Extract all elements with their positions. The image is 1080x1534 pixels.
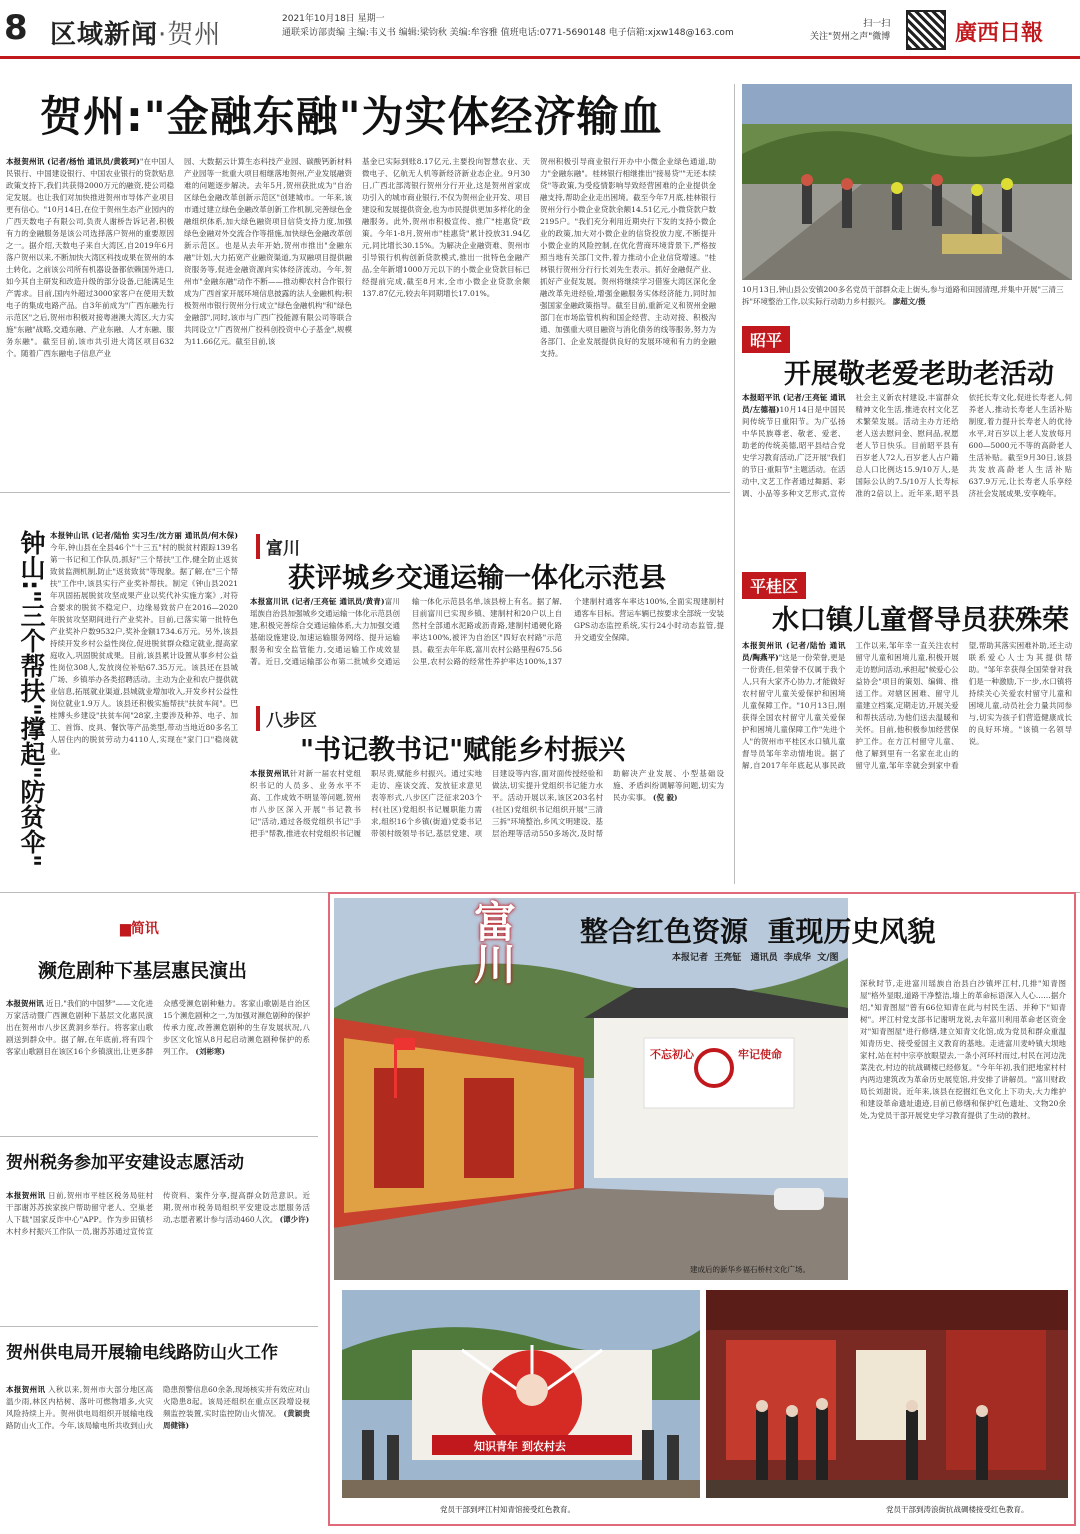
brief1-title: 濒危剧种下基层惠民演出 bbox=[38, 960, 248, 982]
story3-vertical-title: 钟山:"三个帮扶"撑起"防贫伞" bbox=[17, 530, 46, 868]
story2-kicker: 昭平 bbox=[742, 326, 790, 353]
briefs-label: ▆简讯 bbox=[120, 921, 159, 937]
brief2-body: 本报贺州讯 日前,贺州市平桂区税务局驻村干部谢苏苏挨家挨户帮助留守老人、空巢老人下载"国家反诈中心"APP。作为步田镇杉木村乡村振兴工作队一员,谢苏苏通过宣传宣传资料、案件分享,提高群众防范意识。近期,贺州市税务局组织平安建设志愿服务活动,志愿者累计参与活动460人次。 (谭少许) bbox=[6, 1191, 310, 1236]
story5-kicker: 八步区 bbox=[256, 706, 317, 731]
story4-body: 本报富川讯 (记者/王亮钲 通讯员/黄青)富川瑶族自治县加强城乡交通运输一体化示范县创建,积极完善综合交通运输体系,大力加强交通基础设施建设,加速运输服务网络、提升运输服务和安全监管能力,交通运输工作成效显著。近日,交通运输部公布第二批城乡交通运输一体化示范县名单,该县榜上有名。据了解,目前富川已实现乡镇、建制村和20户以上自然村全部通水泥路或沥青路,建制村通硬化路率达100%,被评为自治区"四好农村路"示范县。截至去年年底,富川农村公路里程675.56公里,农村公路的经常性养护率达100%,137个建制村通客车率达100%,全面实现建制村通客车目标。营运车辆已按要求全部统一安装GPS动态监控系统,实行24小时动态监管,提升交通安全保障。 bbox=[250, 597, 724, 666]
story2-body: 本报昭平讯 (记者/王亮钲 通讯员/左德福)10月14日是中国民间传统节日重阳节。为广弘扬中华民族尊老、敬老、爱老、助老的传统美德,昭平县结合党史学习教育活动,广泛开展"我们的节日·重阳节"主题活动。在活动中,文艺工作者通过舞蹈、彩调、小品等多种文艺形式,宣传社会主义新农村建设,丰富群众精神文化生活,推进农村文化艺术繁荣发展。活动主办方还给老人送去慰问金、慰问品,祝愿老人节日快乐。目前昭平县有百岁老人72人,百岁老人占户籍总人口比例达15.9/10万人,是国际公认的7.5/10万人长寿标准的2倍以上。近年来,昭平县依托长寿文化,促进长寿老人,伺养老人,推动长寿老人生活补贴制度,着力提升长寿老人的优待水平,对百岁以上老人发放每月600—5000元不等的高龄老人生活补贴。截至9月30日,该县共发放高龄老人生活补贴637.9万元,让长寿老人乐享经济社会发展成果,安享晚年。 bbox=[742, 393, 1072, 498]
story6-body: 本报贺州讯 (记者/陆怡 通讯员/陶燕平)"这是一份荣誉,更是一份责任,但荣誉不仅属于我个人,只有大家齐心协力,才能做好农村留守儿童关爱保护和困境儿童保障工作。"10月13日,刚获得全国农村留守儿童关爱保护和困境儿童保障工作"先进个人"的贺州市平桂区水口镇儿童督导员邹年幸动情地说。据了解,自2017年年底起从事民政工作以来,邹年幸一直关注农村留守儿童和困境儿童,积极开展走访慰问活动,承担起"候爱心公益协会"项目的策划、编辑、推送工作。对辖区困难、留守儿童建立档案,定期走访,开展关爱和帮扶活动,为他们送去温暖和关怀。目前,他积极参加经营保护工作。在方江村留守儿童、他了解到里有一名家在北山的留守儿童,邹年幸就会到家中看望,帮助其落实困难补助,还主动联系爱心人士为其提供帮助。"邹年幸获得全国荣誉对我们是一种激励,下一步,水口镇将持续关心关爱农村留守儿童和困境儿童,动员社会力量共同参与,切实为孩子们营造健康成长的良好环境。"该镇一名领导说。 bbox=[742, 641, 1072, 770]
story1-title: 贺州:"金融东融"为实体经济输血 bbox=[40, 92, 663, 141]
story5-body: 本报贺州讯针对新一届农村党组织书记的人员多、业务水平不高、工作成效不明显等问题,贺州市八步区深入开展"书记教书记"活动,通过各级党组织书记"手把手"帮教,推进农村党组织书记履职尽责,赋能乡村振兴。通过实地走访、座谈交流、发放征求意见表等形式,八步区广泛征求203个村(社区)党组织书记履职能力需求,组织16个乡镇(街道)党委书记带领村级领导书记,基层党建、项目建设等内容,面对面传授经验和做法,切实提升党组织书记能力水平。活动开展以来,该区203名村(社区)党组织书记组织开展"三清三拆"环境整治,乡风文明建设、基层治理等活动550多场次,及时帮助解决产业发展、小型基础设施、矛盾纠纷调解等问题,切实为民办实事。 (倪 毅) bbox=[250, 769, 724, 838]
feature-title: 整合红色资源 重现历史风貌 bbox=[580, 915, 936, 948]
feature-left-caption: 党员干部到坪江村知青馆接受红色教育。 bbox=[440, 1505, 575, 1514]
brief3-title: 贺州供电局开展输电线路防山火工作 bbox=[6, 1343, 278, 1363]
divider bbox=[0, 1136, 318, 1137]
photo-road-cleanup bbox=[742, 84, 1072, 280]
brief2-title: 贺州税务参加平安建设志愿活动 bbox=[6, 1153, 244, 1173]
story4-title: 获评城乡交通运输一体化示范县 bbox=[288, 563, 666, 594]
section-title: 区域新闻·贺州 bbox=[50, 20, 222, 50]
banner-left: 不忘初心 bbox=[650, 1048, 694, 1061]
story3-body: 本报钟山讯 (记者/陆怡 实习生/沈方丽 通讯员/何木保)今年,钟山县在全县46个"十三五"村的脱贫村跟踪139名第一书记和工作队员,抓好"三个帮扶"工作,健全防止返贫致贫监测机制,防止"返贫致贫"等现象。据了解,在"三个帮扶"工作中,该县实行产业奖补帮扶。制定《钟山县2021年巩固拓展脱贫攻坚成果产业以奖代补实施方案》,对符合要求的脱贫不稳定户、边缘易致贫户在2016—2020年脱贫攻坚期间进行产业奖补。目前,已落实第一批特色产业奖补户数9532户,奖补金额1734.6万元。另外,该县持续开发乡村公益性岗位,促进脱贫群众稳定就业,提高家庭收入,巩固脱贫成果。目前,该县累计设置从事乡村公益性岗位308人,发放岗位补贴67.35万元。该县还在县城广场、乡镇举办各类招聘活动。主动为企业和农户提供就业信息,拓展就业渠道,县城就业增加收入,开发乡村公益性岗位就业1.9万人。该县还积极实施帮扶"扶贫车间"。巴桂博头乡建设"扶贫车间"28家,主要涉及种养、电子、加工、首饰、皮具、餐饮等产品类型,带动当地近80多名工人居住内的脱贫劳动力4110人,实现在"家门口"稳岗就业。 bbox=[50, 531, 238, 756]
brief3-body: 本报贺州讯 入秋以来,贺州市大部分地区高温少雨,林区内枯树、落叶可燃物增多,火灾风险持续上升。贺州供电局组织开展输电线路防山火工作。今年,该局输电所共收到山火隐患预警信息60余条,现场核实并有效应对山火隐患8起。该局还组织在重点区段增设视频监控装置,实时监控防山火情况。 (黄颖贵 周健锋) bbox=[6, 1385, 310, 1430]
header-rule bbox=[0, 56, 1080, 59]
divider bbox=[0, 492, 730, 493]
feature-brand: 富川 bbox=[468, 900, 517, 984]
story6-title: 水口镇儿童督导员获殊荣 bbox=[772, 605, 1069, 636]
qr-code-icon[interactable] bbox=[906, 10, 946, 50]
feature-photo-right bbox=[706, 1290, 1068, 1498]
story6-kicker: 平桂区 bbox=[742, 572, 806, 599]
brief1-body: 本报贺州讯 近日,"我们的中国梦"——文化进万家活动暨广西濒危剧种下基层文化惠民演出在贺州市八步区黄洞乡举行。将客家山歌剧送到群众中。据了解,在年底前,将有四个客家山歌剧目在该区16个乡镇演出,让更多群众感受濒危剧种魅力。客家山歌剧是自治区15个濒危剧种之一,为加强对濒危剧种的保护传承力度,改善濒危剧种的生存发展状况,八步区文化馆从8月起启动濒危剧种保护的系列工作。 (刘彬寒) bbox=[6, 999, 310, 1056]
story4-kicker: 富川 bbox=[256, 534, 300, 559]
feature-right-caption: 党员干部到涛浪街抗战碉楼接受红色教育。 bbox=[886, 1505, 1029, 1514]
divider bbox=[0, 1326, 318, 1327]
feature-byline: 本报记者 王亮钲 通讯员 李成华 文/图 bbox=[672, 953, 839, 963]
story1-col-2: 园、大数据云计算生态科技产业园、碳酸钙新材料产业园等一批重大项目相继落地贺州,产业发展融资难的问题逐步解决。去年5月,贺州获批成为"自治区绿色金融改革创新示范区"创建城市。一年来,该市通过建立绿色金融改革创新工作机制,完善绿色金融组织体系,加大绿色融资项目信贷支持力度,加强绿色金融对外交流合作等措施,加快绿色金融改革创新示范区。也是从去年开始,贺州市推出"金融东融"计划,大力拓宽产业融资渠道,为双融项目提供融资服务等,促进金融资源向实体经济流动。今年,贺州市"金融东融"动作不断——推动柳农村合作银行成为广西首家开展环境信息披露的法人金融机构;积极贺州市银行贺州分行成立"绿色金融机构"和"绿色金融部",同时,该市与广西广投能源有限公司等联合共同设立"广西贺州广投科创投资中心子基金",规模为11.66亿元。截至目前,该 bbox=[184, 157, 352, 346]
story1-col-3: 基金已实际到账8.17亿元,主要投向智慧农业、天微电子、亿航无人机等新经济新业态企业。9月30日,广西北部湾银行贺州分行开业,这是贺州首家成功引入的城市商业银行,不仅为贺州企业开发、项目建设和发展提供资金,也为市民提供更加多样化的金融服务。此外,贺州市积极宣传、推广"桂惠贷"政策。今年1-8月,贺州市"桂惠贷"累计投放31.94亿元,同比增长30.15%。为解决企业融资难、贺州市引导银行机构创新贷款模式,推出一批特色金融产品,全年新增1000万元以下的小微企业贷款目标已经提前完成,截至8月末,全市小微企业贷款余额137.87亿元,较去年同期增长17.01%。 bbox=[362, 157, 530, 298]
feature-photo-left bbox=[342, 1290, 700, 1498]
divider bbox=[734, 84, 735, 884]
feature-mural-text: 知识青年 到农村去 bbox=[474, 1440, 566, 1453]
masthead-meta: 2021年10月18日 星期一 通联采访部责编 主编:韦义书 编辑:梁钧秋 美编:牟容雅 值班电话:0771-5690148 电子信箱:xjxw148@163.com bbox=[282, 14, 734, 38]
feature-main-caption: 建成后的新华乡福石桥村文化广场。 bbox=[690, 1265, 810, 1274]
story2-title: 开展敬老爱老助老活动 bbox=[784, 359, 1054, 390]
banner-right: 牢记使命 bbox=[738, 1048, 782, 1061]
page-number: 8 bbox=[4, 8, 28, 48]
feature-body: 深秋时节,走进富川瑶族自治县白沙镇坪江村,几排"知青图屋"格外显眼,道路干净整洁,墙上的革命标语深入人心……据介绍,"知青图屋"曾有66位知青在此与村民生活、并种下"知青树"。坪江村党支部书记谢明龙说,去年富川利用革命老区资金对"知青图屋"进行修缮,建立知青文化馆,成为党员和群众重温知青历史、接受爱国主义教育的基地。走进富川麦岭镇大坝地家村,站在村中宗亭放眼望去,一条小河环村而过,村民在河边洗菜洗衣,村边的抗战碉楼已经修复。"今年年初,我们把地家村村内两边建筑改为革命历史展览馆,并安排了讲解员。"富川财政局长刘甜说。近年来,该县在挖掘红色文化上下功夫,大力维护和建设革命遗址遗迹,目前已修缮和保护红色遗址、文物20余处,为党员干部开展党史学习教育提供了生动的教材。 bbox=[860, 979, 1066, 1120]
story5-title: "书记教书记"赋能乡村振兴 bbox=[300, 735, 626, 766]
newspaper-logo: 廣西日報 bbox=[955, 20, 1044, 46]
story1-col-1: 本报贺州讯 (记者/杨怡 通讯员/黄筱珂)"在中国人民银行、中国建设银行、中国农业银行的贷款贴息政策支持下,我们共获得2000万元的融资,使公司稳定发展。也让我们对加快推进贺州市导体产业项目更有信心。"10月14日,在位于贺州生态产业园内的广西天数电子有限公司,负责人谢桥告诉记者,积极有力的金融服务是该公司选择落户贺州的重要原因之一。据介绍,天数电子来自大湾区,自2019年6月落户贺州以来,不断加快大湾区科技成果在贺州的本土转化。之前该公司所有机器设备都依赖国外进口,如今其自主研发和改造升级的部分设备,已能满足生产需求。目前,国内外超过3000家客户在使用天数电子的集成电路产品。自3年前成为"广西东融先行示范区"之后,贺州市积极对接粤港澳大湾区,大力实施"东融"战略,交通东融、产业东融、人才东融、服务东融"。截至目前,该市共引进大湾区项目632个。随着广西东融电子信息产业 bbox=[6, 157, 174, 358]
follow-weibo: 扫一扫 关注"贺州之声"微博 bbox=[810, 19, 891, 42]
photo1-caption: 10月13日,钟山县公安镇200多名党员干部群众走上街头,参与道路和田园清理,并集中开展"三清三拆"环境整治工作,以实际行动助力乡村振兴。 廖超文/摄 bbox=[742, 285, 1064, 306]
story1-col-4: 贺州积极引导商业银行开办中小微企业绿色通道,助力"金融东融"。桂林银行相继推出"接易贷""无还本续贷"等政策,为受疫情影响导致经营困难的企业提供金融支持,帮助企业走出困境。截至今年7月底,桂林银行贺州分行小微企业贷款余额14.51亿元,小微贷款户数2195户。"我们充分利用近期央行下发的支持小微企业的政策,加大对小微企业的信贷投放力度,不断提升小微企业的风险控制,在优化营商环境背景下,严格按照当地有关部门文件,着力推动小企业信贷增速。"桂林银行贺州分行行长刘先生表示。抓好金融促产业、抓好产业促发展。贺州将继续学习借鉴大湾区深化金融改革先进经验,增强金融服务实体经济能力,同时加强国家金融政策指导。截至目前,重新定义和贺州金融部门在市场监管机构和国企经营、主动对接、积极沟通、加强重大项目融资与消化债务的线等服务,努力为各部门、企业发展提供良好的发展环境和有力的金融支持。 bbox=[540, 157, 716, 358]
